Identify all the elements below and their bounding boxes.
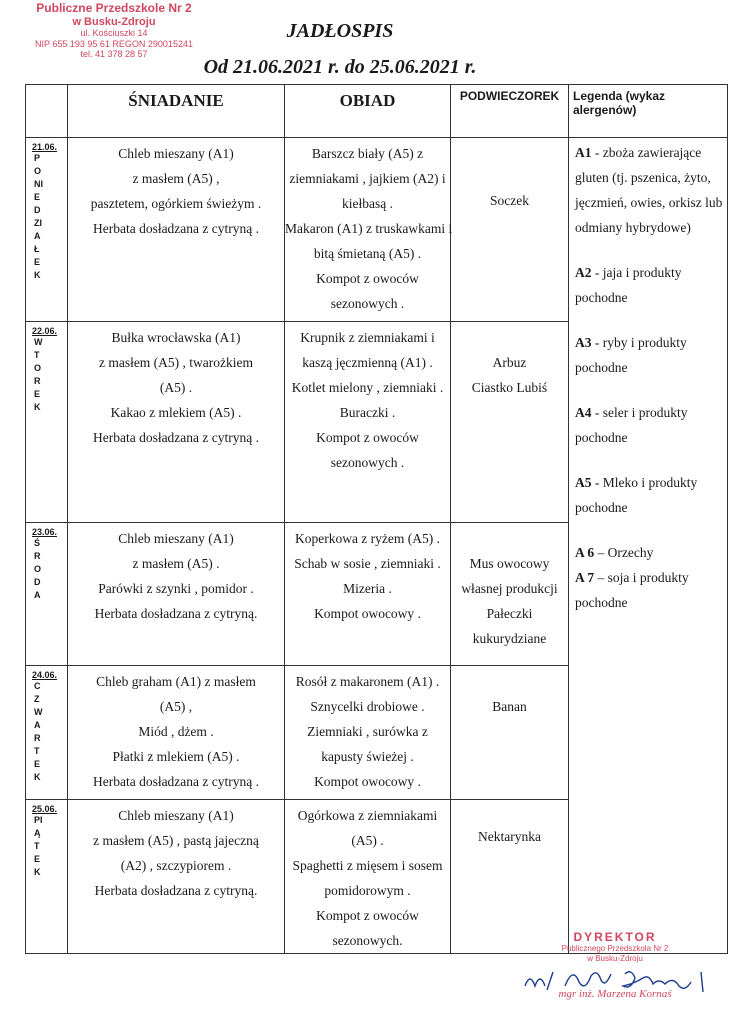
legend-text: - ryby i produkty pochodne — [575, 335, 687, 375]
menu-line: Sznycelki drobiowe . — [310, 699, 425, 714]
day-name: PIĄTEK — [34, 815, 43, 877]
legend-text: - zboża zawierające gluten (tj. pszenica, żyto, jęczmień, owies, orkisz lub odmiany hybrydowe) — [575, 145, 723, 235]
menu-line: Miód , dżem . — [138, 724, 214, 739]
menu-line: Chleb graham (A1) z masłem — [96, 674, 256, 689]
snack-cell — [451, 322, 569, 523]
menu-line: Mizeria . — [343, 581, 392, 596]
signature-line-2: w Busku-Zdroju — [587, 954, 643, 963]
legend-item — [575, 260, 723, 310]
menu-line: z masłem (A5) . — [132, 556, 220, 571]
menu-line: Krupnik z ziemniakami i — [300, 330, 435, 345]
stamp-line-3: ul. Kościuszki 14 — [80, 28, 148, 39]
snack-cell — [451, 666, 569, 800]
menu-line: Płatki z mlekiem (A5) . — [112, 749, 240, 764]
menu-line: własnej produkcji — [461, 581, 558, 596]
menu-line: Kotlet mielony , ziemniaki . — [291, 380, 444, 395]
menu-line: Herbata dosładzana z cytryną . — [92, 774, 260, 789]
legend-code: A1 — [575, 145, 592, 160]
page-title: JADŁOSPIS — [286, 20, 394, 42]
menu-line: Spaghetti z mięsem i sosem — [292, 858, 443, 873]
menu-line: Barszcz biały (A5) z — [311, 146, 424, 161]
menu-line: Rosół z makaronem (A1) . — [295, 674, 440, 689]
legend-text: - Mleko i produkty pochodne — [575, 475, 698, 515]
menu-line: kapusty świeżej . — [321, 749, 414, 764]
breakfast-cell — [68, 523, 285, 666]
day-name: PONIEDZIAŁEK — [34, 153, 43, 280]
legend-item — [575, 565, 723, 615]
menu-line: ziemniakami , jajkiem (A2) i — [289, 171, 446, 186]
breakfast-cell — [68, 322, 285, 523]
legend-text: - seler i produkty pochodne — [575, 405, 688, 445]
legend-text: – soja i produkty pochodne — [575, 570, 689, 610]
legend-item — [575, 140, 723, 240]
menu-line: Ziemniaki , surówka z — [307, 724, 428, 739]
header-row — [26, 85, 728, 138]
legend-text: - jaja i produkty pochodne — [575, 265, 682, 305]
day-name: ŚRODA — [34, 538, 42, 600]
menu-line: z masłem (A5) , — [132, 171, 220, 186]
signature-title: DYREKTOR — [573, 930, 657, 944]
menu-table — [25, 84, 728, 954]
column-header-legend: Legenda (wykaz alergenów) — [569, 85, 728, 138]
legend-item — [575, 470, 723, 520]
day-date: 24.06. — [32, 670, 58, 680]
legend-code: A 6 — [575, 545, 595, 560]
menu-line: (A5) . — [351, 833, 384, 848]
allergen-legend — [569, 138, 728, 954]
day-date: 21.06. — [32, 142, 58, 152]
date-range: Od 21.06.2021 r. do 25.06.2021 r. — [203, 56, 477, 78]
menu-line: Mus owocowy — [469, 556, 550, 571]
day-date: 25.06. — [32, 804, 58, 814]
menu-line: z masłem (A5) , pastą jajeczną — [93, 833, 259, 848]
menu-line: (A5) , — [159, 699, 193, 714]
legend-code: A3 — [575, 335, 592, 350]
signature-line-1: Publicznego Przedszkola Nr 2 — [561, 944, 669, 953]
menu-line: Kompot owocowy . — [314, 774, 421, 789]
day-cell — [26, 322, 68, 523]
menu-line: pasztetem, ogórkiem świeżym . — [90, 196, 262, 211]
column-header-breakfast: ŚNIADANIE — [68, 85, 285, 138]
menu-line: (A2) , szczypiorem . — [120, 858, 232, 873]
menu-line: Kompot owocowy . — [314, 606, 421, 621]
breakfast-cell — [68, 800, 285, 954]
legend-code: A5 — [575, 475, 592, 490]
legend-item — [575, 330, 723, 380]
menu-line: Pałeczki — [486, 606, 533, 621]
menu-line: Kompot z owoców — [316, 271, 419, 286]
legend-text: – Orzechy — [594, 545, 654, 560]
menu-line: Ciastko Lubiś — [471, 380, 548, 395]
lunch-cell — [285, 138, 451, 322]
legend-code: A4 — [575, 405, 592, 420]
day-cell — [26, 800, 68, 954]
menu-line: z masłem (A5) , twarożkiem — [98, 355, 254, 370]
menu-line: pomidorowym . — [324, 883, 411, 898]
column-header-snack: PODWIECZOREK — [451, 85, 569, 138]
menu-line: Chleb mieszany (A1) — [118, 531, 234, 546]
lunch-cell — [285, 666, 451, 800]
menu-line: bitą śmietaną (A5) . — [313, 246, 422, 261]
day-date: 23.06. — [32, 527, 58, 537]
menu-line: Buraczki . — [339, 405, 396, 420]
menu-line: (A5) . — [159, 380, 193, 395]
legend-item — [575, 540, 723, 565]
day-row — [26, 138, 728, 322]
menu-line: kiełbasą . — [342, 196, 393, 211]
corner-cell — [26, 85, 68, 138]
director-signature-stamp — [490, 930, 740, 1000]
day-cell — [26, 666, 68, 800]
menu-line: Chleb mieszany (A1) — [118, 146, 234, 161]
day-name: WTOREK — [34, 337, 43, 412]
lunch-cell — [285, 523, 451, 666]
menu-line: Chleb mieszany (A1) — [118, 808, 234, 823]
menu-line: Kakao z mlekiem (A5) . — [110, 405, 242, 420]
signature-name: mgr inż. Marzena Kornaś — [558, 988, 672, 1000]
stamp-line-1: Publiczne Przedszkole Nr 2 — [36, 1, 192, 15]
stamp-line-2: w Busku-Zdroju — [72, 15, 156, 28]
menu-line: Parówki z szynki , pomidor . — [98, 581, 254, 596]
day-date: 22.06. — [32, 326, 58, 336]
menu-line: sezonowych. — [332, 933, 403, 948]
menu-line: Schab w sosie , ziemniaki . — [294, 556, 441, 571]
menu-line: Kompot z owoców — [316, 430, 419, 445]
menu-line: Soczek — [490, 193, 529, 208]
menu-line: Herbata dosładzana z cytryną . — [92, 221, 260, 236]
day-cell — [26, 523, 68, 666]
menu-line: Arbuz — [492, 355, 527, 370]
legend-item — [575, 400, 723, 450]
menu-line: Herbata dosładzana z cytryną. — [94, 883, 258, 898]
menu-line: Koperkowa z ryżem (A5) . — [294, 531, 441, 546]
menu-line: kukurydziane — [472, 631, 547, 646]
menu-line: Nektarynka — [478, 829, 541, 844]
snack-cell — [451, 523, 569, 666]
breakfast-cell — [68, 666, 285, 800]
menu-line: Banan — [492, 699, 527, 714]
lunch-cell — [285, 800, 451, 954]
menu-line: Ogórkowa z ziemniakami — [297, 808, 438, 823]
menu-line: kaszą jęczmienną (A1) . — [302, 355, 433, 370]
legend-code: A2 — [575, 265, 592, 280]
stamp-line-5: tel. 41 378 28 57 — [80, 49, 148, 60]
menu-line: sezonowych . — [330, 296, 405, 311]
lunch-cell — [285, 322, 451, 523]
breakfast-cell — [68, 138, 285, 322]
snack-cell — [451, 138, 569, 322]
stamp-line-4: NIP 655 193 95 61 REGON 290015241 — [35, 38, 193, 49]
menu-line: Makaron (A1) z truskawkami i — [285, 221, 453, 236]
menu-line: sezonowych . — [330, 455, 405, 470]
legend-code: A 7 — [575, 570, 595, 585]
column-header-lunch: OBIAD — [285, 85, 451, 138]
day-cell — [26, 138, 68, 322]
menu-line: Kompot z owoców — [316, 908, 419, 923]
menu-line: Bułka wrocławska (A1) — [111, 330, 241, 345]
day-name: CZWARTEK — [34, 681, 43, 782]
menu-line: Herbata dosładzana z cytryną . — [92, 430, 260, 445]
menu-line: Herbata dosładzana z cytryną. — [94, 606, 258, 621]
